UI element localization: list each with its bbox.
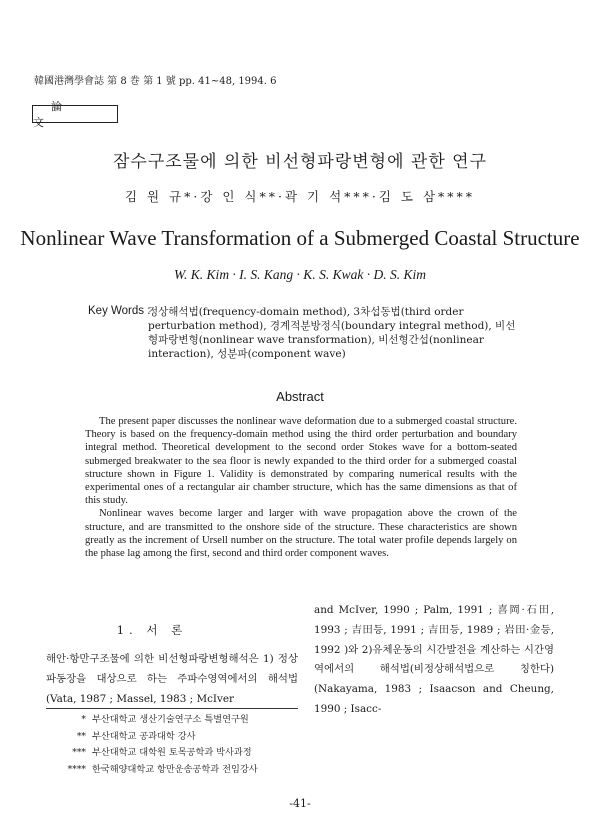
footnote-text: 부산대학교 생산기술연구소 특별연구원 <box>92 714 249 725</box>
abstract-heading: Abstract <box>276 389 324 404</box>
keywords-label: Key Words : <box>88 305 151 317</box>
english-authors: W. K. Kim · I. S. Kang · K. S. Kwak · D. S. Kim <box>174 267 426 282</box>
footnote-item <box>46 745 306 762</box>
keywords-text: 정상해석법(frequency-domain method), 3차섭동법(third order perturbation method), 경계적분방정식(boundary integral method), 비선형파랑변형(nonlinear wave transformation), 비선형간섭(nonlinear interaction), 성분파(component wave) <box>148 306 516 360</box>
english-title: Nonlinear Wave Transformation of a Submerged Coastal Structure <box>20 226 580 250</box>
journal-citation: 韓國港灣學會誌 第 8 巻 第 1 號 pp. 41~48, 1994. 6 <box>34 76 277 87</box>
abstract-paragraph: Nonlinear waves become larger and larger with wave propagation above the crown of the structure, and are transmitted to the onshore side of the structure. These characteristics are shown greatly as the increment of Ursell number on the structure. The total water profile depends largely on the phase lag among the first, second and third order component waves. <box>85 508 517 560</box>
section-heading: 1. 서 론 <box>116 623 188 637</box>
page-number: -41- <box>289 797 311 810</box>
abstract-paragraph: The present paper discusses the nonlinear wave deformation due to a submerged coastal structure. Theory is based on the frequency-domain method using the third order perturbation and boundary integral method. Theoretical development to the second order Stokes wave for a bottom-seated submerged breakwater to the sea floor is newly expanded to the third order for a submerged coastal structure shown in Figure 1. Validity is demonstrated by comparing numerical results with the experimental ones of a rectangular air chamber structure, which has the same dimensions as that of this study. <box>85 416 517 507</box>
footnote-mark: **** <box>67 763 86 775</box>
footnote-mark: *** <box>72 747 86 758</box>
footnote-mark: ** <box>76 730 86 742</box>
footnote-text: 부산대학교 대학원 토목공학과 박사과정 <box>92 747 252 758</box>
abstract-body <box>85 415 517 560</box>
footnote-item <box>46 712 306 729</box>
footnote-item <box>46 729 306 746</box>
korean-authors: 김 원 규*·강 인 식**·곽 기 석***·김 도 삼**** <box>124 189 476 204</box>
footnote-mark: * <box>81 714 86 725</box>
footnote-text: 한국해양대학교 항만운송공학과 전임강사 <box>92 763 258 775</box>
footnote-divider <box>46 708 298 709</box>
footnotes <box>46 712 306 778</box>
article-type-label: 論 文 <box>32 105 118 123</box>
footnote-item <box>46 762 306 779</box>
korean-title: 잠수구조물에 의한 비선형파랑변형에 관한 연구 <box>112 152 488 172</box>
body-column-left: 해안·항만구조물에 의한 비선형파랑변형해석은 1) 정상파동장을 대상으로 하는 주파수영역에서의 해석법(Vata, 1987 ; Massel, 1983 ; McIver <box>46 653 298 705</box>
body-column-right: and McIver, 1990 ; Palm, 1991 ; 喜岡·石田, 1993 ; 吉田등, 1991 ; 吉田등, 1989 ; 岩田·金등, 1992 )와 2)유체운동의 시간발전을 계산하는 시간영역에서의 해석법(비정상해석법으로 칭한다)(Nakayama, 1983 ; Isaacson and Cheung, 1990 ; Isacc- <box>314 604 554 715</box>
footnote-text: 부산대학교 공과대학 강사 <box>92 730 196 742</box>
